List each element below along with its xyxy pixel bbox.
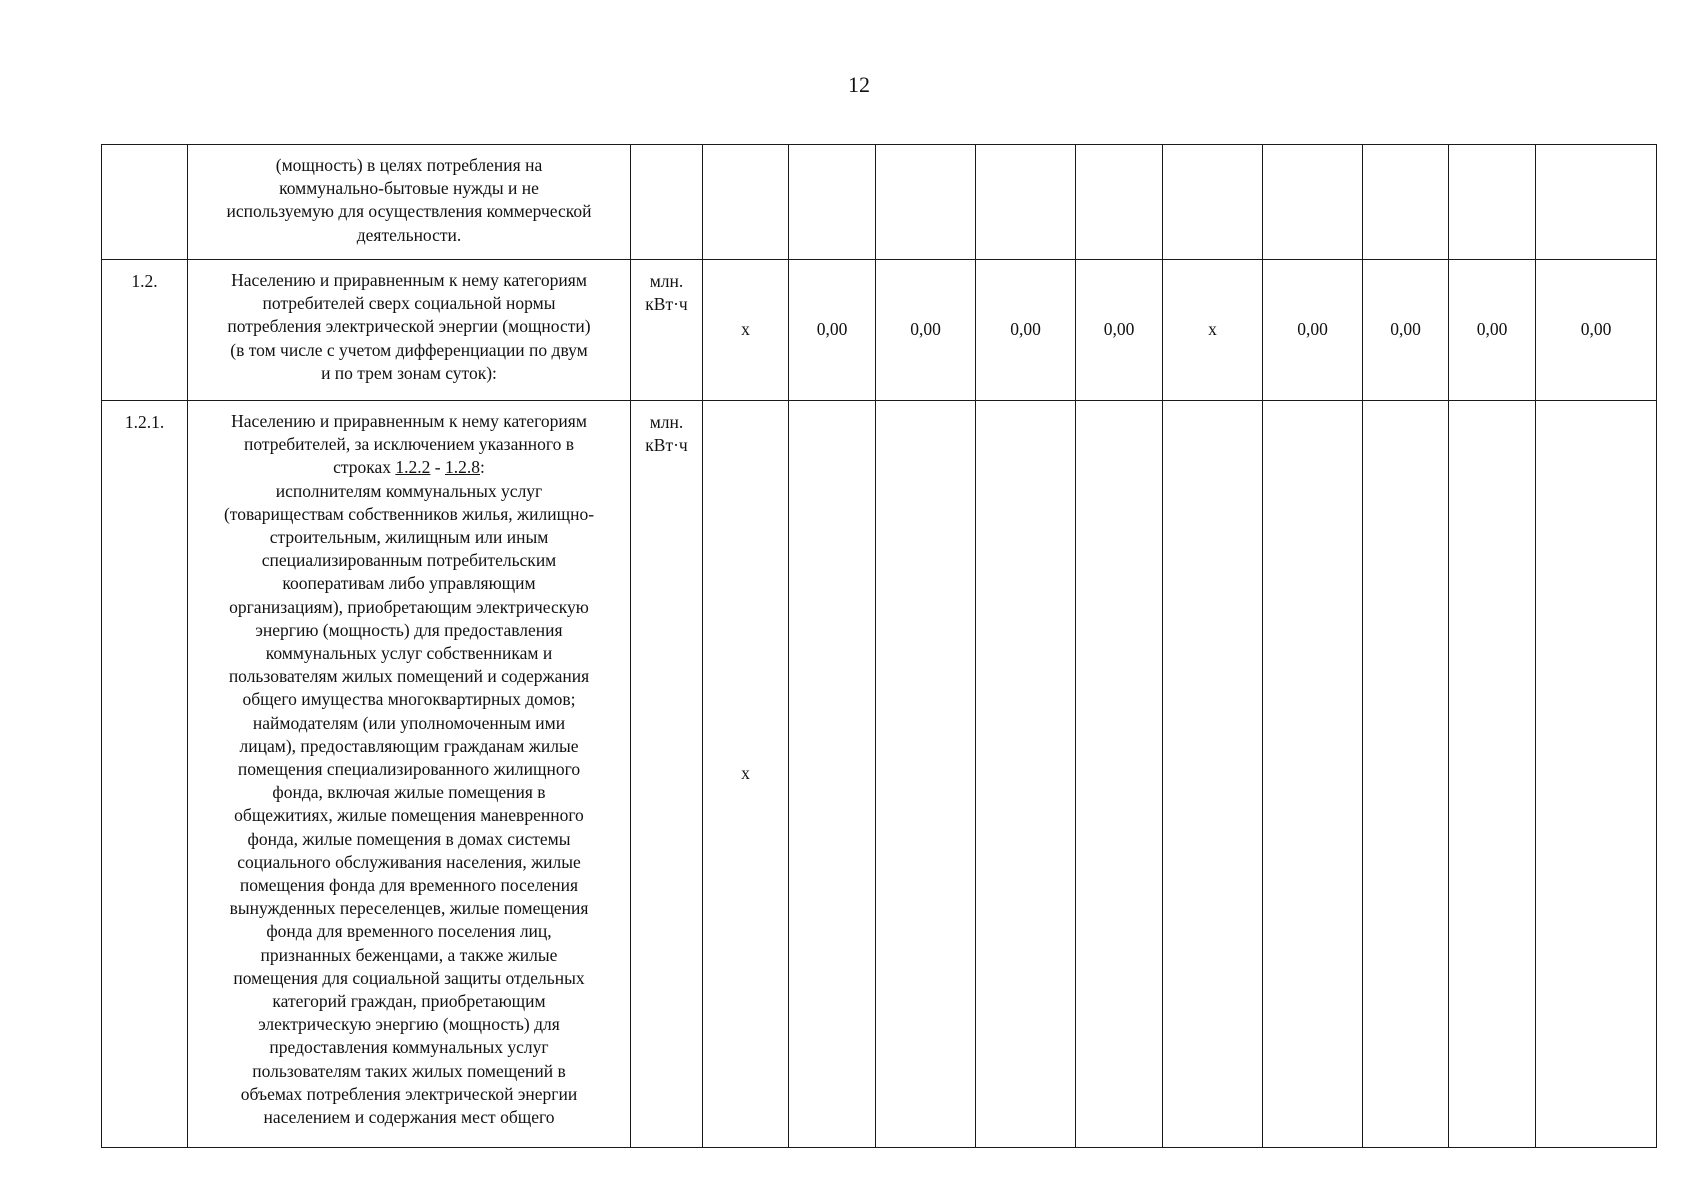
table-row [102,145,1657,260]
name-line: кооперативам либо управляющим [282,573,536,594]
name-line: используемую для осуществления коммерческой [226,201,592,222]
name-line: лицам), предоставляющим гражданам жилые [239,735,579,756]
unit-line: млн. [649,412,684,432]
value-cell [1363,145,1449,260]
value-cell [976,401,1076,1148]
unit-line: кВт·ч [645,294,688,315]
name-line: помещения для социальной защиты отдельных [233,967,585,988]
value-cell [1449,401,1536,1147]
value-cell [876,401,976,1148]
value-cell [1449,401,1657,1148]
value-cell: 0,00 [789,260,876,401]
value-cell: x [703,401,789,1148]
name-line: предоставления коммунальных услуг [269,1037,549,1058]
name-line: наймодателям (или уполномоченным ими [252,712,566,733]
value-cell [1163,401,1263,1148]
value-cell [1163,145,1263,260]
name-line: (товариществам собственников жилья, жилищно- [223,503,595,524]
name-line: и по трем зонам суток): [321,362,497,383]
name-line: коммунальных услуг собственникам и [265,643,553,664]
value-cell: 0,00 [1449,260,1536,400]
name-line: потребления электрической энергии (мощности) [227,316,591,337]
name-line: организациям), приобретающим электрическую [229,596,589,617]
value-cell [1263,401,1363,1148]
row-number-cell: 1.2. [102,260,188,401]
refs-prefix: строках [333,457,396,478]
tariff-table [101,144,1657,1148]
row-name-cell [188,145,631,260]
name-line: специализированным потребительским [261,550,557,571]
value-cell [1449,145,1536,259]
name-line: энергию (мощность) для предоставления [255,619,563,640]
name-line: электрическую энергию (мощность) для [258,1014,560,1035]
value-cell: 0,00 [1363,260,1449,401]
name-line: строительным, жилищным или иным [269,527,549,548]
unit-line: млн. [649,271,684,291]
name-line: пользователям жилых помещений и содержания [228,666,590,687]
row-name-cell [188,401,631,1148]
name-line: населением и содержания мест общего [263,1107,555,1128]
table-row [102,401,1657,1148]
name-line: Населению и приравненным к нему категориям [231,411,587,431]
value-cell [703,145,789,260]
row-number-cell: 1.2.1. [102,401,188,1148]
value-cell: x [703,260,789,401]
name-line: фонда для временного поселения лиц, [266,921,552,942]
name-line: (в том числе с учетом дифференциации по двум [230,339,588,360]
value-cell [789,401,876,1148]
refs-separator: - [430,457,445,478]
unit-line: кВт·ч [645,435,688,456]
value-cell: 0,00 [876,260,976,401]
name-line: объемах потребления электрической энергии [240,1083,578,1104]
value-cell: x [1163,260,1263,401]
row-number-cell [102,145,188,260]
row-ref-link[interactable]: 1.2.8 [444,457,480,478]
name-line-with-refs [196,456,622,479]
value-cell [1449,260,1657,401]
value-cell [789,145,876,260]
name-line: потребителей, за исключением указанного в [244,434,574,455]
value-cell [1076,401,1163,1148]
value-cell: 0,00 [1076,260,1163,401]
name-line: помещения фонда для временного поселения [239,875,579,896]
name-line: потребителей сверх социальной нормы [262,293,556,314]
value-cell [1263,145,1363,260]
unit-cell [631,260,703,401]
name-line: общего имущества многоквартирных домов; [242,689,576,710]
value-cell [1076,145,1163,260]
name-line: коммунально-бытовые нужды и не [279,178,539,199]
name-line: исполнителям коммунальных услуг [275,480,543,501]
name-line: социального обслуживания населения, жилые [237,851,581,872]
name-line: фонда, включая жилые помещения в [272,782,546,803]
value-cell [1536,145,1656,259]
name-line: фонда, жилые помещения в домах системы [247,828,571,849]
row-name-cell [188,260,631,401]
name-line: помещения специализированного жилищного [237,759,581,780]
value-cell [976,145,1076,260]
name-line: (мощность) в целях потребления на [275,155,543,175]
value-cell: 0,00 [1263,260,1363,401]
unit-cell [631,145,703,260]
value-cell [1449,145,1657,260]
value-cell: 0,00 [1580,319,1612,340]
name-line: общежитиях, жилые помещения маневренного [234,805,584,826]
refs-suffix: : [479,457,485,478]
page-number: 12 [848,72,870,97]
name-line: признанных беженцами, а также жилые [260,944,558,965]
name-line: категорий граждан, приобретающим [272,991,546,1012]
name-line: деятельности. [356,224,462,245]
name-line: Населению и приравненным к нему категориям [231,270,587,290]
value-cell: 0,00 [976,260,1076,401]
value-cell [1363,401,1449,1148]
unit-cell [631,401,703,1148]
name-line: вынужденных переселенцев, жилые помещения [229,898,589,919]
value-cell [1536,401,1656,1147]
table-row [102,260,1657,401]
row-ref-link[interactable]: 1.2.2 [395,457,431,478]
value-cell [876,145,976,260]
name-line: пользователям таких жилых помещений в [252,1060,566,1081]
